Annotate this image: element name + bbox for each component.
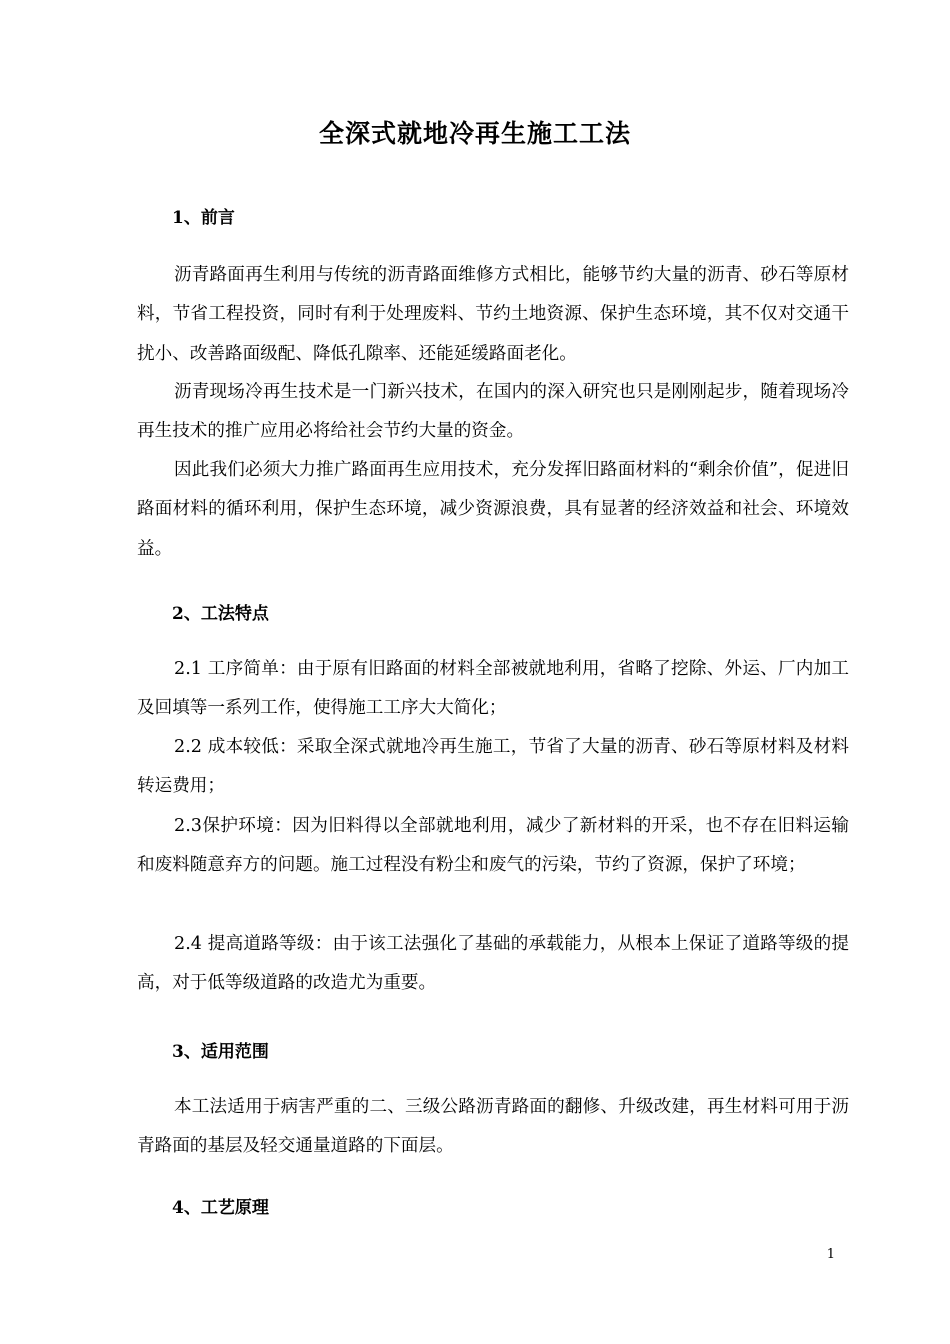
page-number: 1: [826, 1247, 835, 1262]
paragraph-features-3: 2.3保护环境：因为旧料得以全部就地利用，减少了新材料的开采，也不存在旧料运输和废料随意弃方的问题。施工过程没有粉尘和废气的污染，节约了资源，保护了环境；: [137, 816, 849, 876]
paragraph-preface-3: 因此我们必须大力推广路面再生应用技术，充分发挥旧路面材料的“剩余价值”，促进旧路面材料的循环利用，保护生态环境，减少资源浪费，具有显著的经济效益和社会、环境效益。: [137, 460, 849, 559]
paragraph-scope-1: 本工法适用于病害严重的二、三级公路沥青路面的翻修、升级改建，再生材料可用于沥青路面的基层及轻交通量道路的下面层。: [137, 1097, 849, 1157]
paragraph-features-2: 2.2 成本较低：采取全深式就地冷再生施工，节省了大量的沥青、砂石等原材料及材料转运费用；: [137, 737, 849, 797]
document-title: 全深式就地冷再生施工工法: [318, 119, 631, 148]
paragraph-features-1: 2.1 工序简单：由于原有旧路面的材料全部被就地利用，省略了挖除、外运、厂内加工及回填等一系列工作，使得施工工序大大简化；: [137, 659, 849, 719]
paragraph-preface-2: 沥青现场冷再生技术是一门新兴技术，在国内的深入研究也只是刚刚起步，随着现场冷再生技术的推广应用必将给社会节约大量的资金。: [137, 382, 849, 442]
section-heading-features: 2、工法特点: [172, 604, 269, 624]
section-heading-principle: 4、工艺原理: [172, 1198, 269, 1218]
paragraph-features-4: 2.4 提高道路等级：由于该工法强化了基础的承载能力，从根本上保证了道路等级的提高，对于低等级道路的改造尤为重要。: [137, 934, 849, 994]
section-heading-scope: 3、适用范围: [172, 1042, 269, 1062]
section-heading-preface: 1、前言: [172, 208, 235, 228]
paragraph-preface-1: 沥青路面再生利用与传统的沥青路面维修方式相比，能够节约大量的沥青、砂石等原材料，节省工程投资，同时有利于处理废料、节约土地资源、保护生态环境，其不仅对交通干扰小、改善路面级配、降低孔隙率、还能延缓路面老化。: [137, 265, 849, 364]
